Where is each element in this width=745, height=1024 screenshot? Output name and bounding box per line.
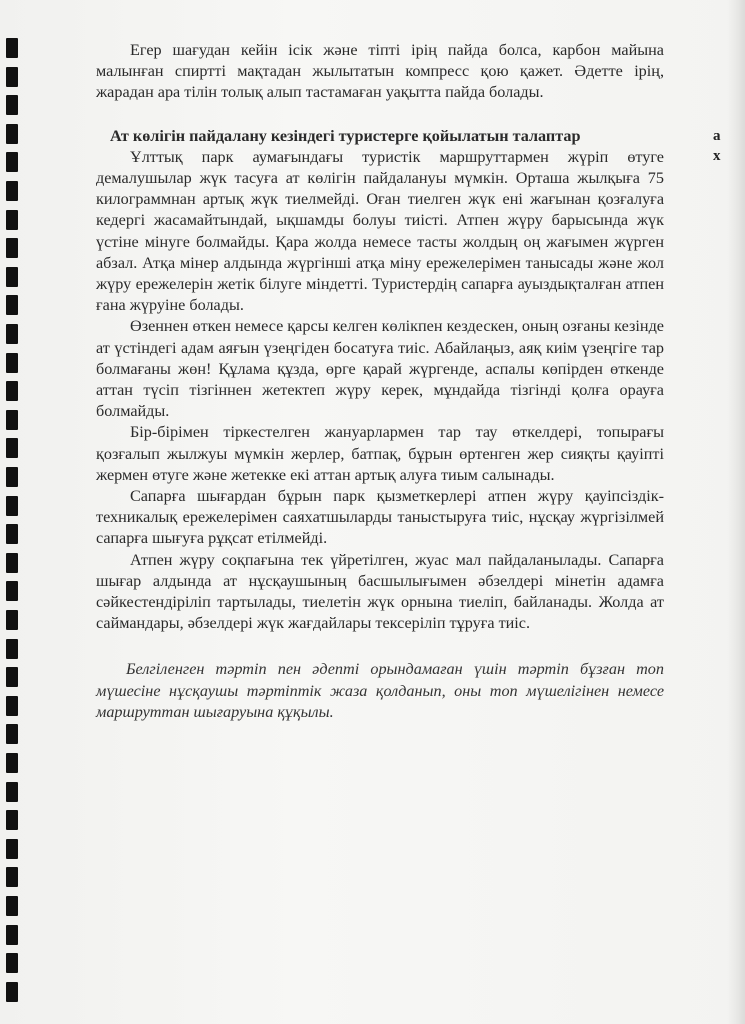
- binding-hole: [6, 724, 18, 744]
- binding-hole: [6, 67, 18, 87]
- binding-hole: [6, 753, 18, 773]
- binding-hole: [6, 353, 18, 373]
- binding-hole: [6, 782, 18, 802]
- binding-hole: [6, 553, 18, 573]
- intro-paragraph: Егер шағудан кейін ісік және тіпті ірің пайда болса, карбон майына малынған спиртті мақтадан жылытатын компресс қою қажет. Әдетте ірің, жарадан ара тілін толық алып тастамаған уақытта пайда болады.: [96, 41, 664, 102]
- binding-hole: [6, 610, 18, 630]
- binding-hole: [6, 667, 18, 687]
- body-paragraph: Атпен жүру соқпағына тек үйретілген, жуас мал пайдаланылады. Сапарға шығар алдында ат нұсқаушының басшылығымен әбзелдері мінетін адамға сәйкестендіріліп тартылады, тиелетін жүк орнына тиеліп, байланады. Жолда ат саймандары, әбзелдері жүк жағдайлары тексеріліп тұруға тиіс.: [96, 550, 664, 633]
- binding-hole: [6, 381, 18, 401]
- italic-note: Белгіленген тәртіп пен әдепті орындамаған үшін тәртіп бұзған топ мүшесіне нұсқаушы тәртіптік жаза қолданып, оны топ мүшелігінен немесе маршруттан шығаруына құқылы.: [96, 660, 664, 721]
- binding-hole: [6, 152, 18, 172]
- spiral-binding-holes: [6, 0, 20, 1024]
- section-heading: Ат көлігін пайдалану кезіндегі туристерге қойылатын талаптар: [110, 126, 581, 145]
- body-paragraph: Ұлттық парк аумағындағы туристік маршруттармен жүріп өтуге демалушылар жүк тасуға ат көлігін пайдалануы мүмкін. Орташа жылқыға 75 килограммнан артық жүк тиелмейді. Оған тиелген жүк ені жағынан қозғалуға кедергі жасамайтындай, ықшамды болуы тиісті. Атпен жүру барысында жүк үстіне мінуге болмайды. Қара жолда немесе тасты жолдың оң жағымен жүрген абзал. Атқа мінер алдында жүргінші атқа міну ережелерімен танысады және жол жүру ережелерін жетік білуге міндетті. Туристердің сапарға ауыздықталған атпен ғана жүруіне болады.: [96, 147, 664, 315]
- binding-hole: [6, 124, 18, 144]
- page-edge-shadow: [727, 0, 745, 1024]
- binding-hole: [6, 496, 18, 516]
- binding-hole: [6, 953, 18, 973]
- binding-hole: [6, 38, 18, 58]
- binding-hole: [6, 181, 18, 201]
- binding-hole: [6, 324, 18, 344]
- binding-hole: [6, 438, 18, 458]
- margin-letter: а: [713, 128, 721, 144]
- binding-hole: [6, 410, 18, 430]
- binding-hole: [6, 238, 18, 258]
- binding-hole: [6, 925, 18, 945]
- binding-hole: [6, 524, 18, 544]
- binding-hole: [6, 95, 18, 115]
- binding-hole: [6, 295, 18, 315]
- binding-hole: [6, 467, 18, 487]
- binding-hole: [6, 639, 18, 659]
- binding-hole: [6, 982, 18, 1002]
- binding-hole: [6, 896, 18, 916]
- margin-letter: х: [713, 148, 721, 164]
- body-paragraph: Бір-бірімен тіркестелген жануарлармен тар тау өткелдері, топырағы қозғалып жылжуы мүмкін жерлер, батпақ, бұрын өртенген жер сияқты қауіпті жермен өтуге және жетекке екі аттан артық алуға тиым салынады.: [96, 423, 664, 484]
- binding-hole: [6, 839, 18, 859]
- binding-hole: [6, 267, 18, 287]
- binding-hole: [6, 867, 18, 887]
- body-paragraph: Өзеннен өткен немесе қарсы келген көлікпен кездескен, оның озғаны кезінде ат үстіндегі адам аяғын үзеңгіден босатуға тиіс. Абайлаңыз, аяқ киім үзеңгіге тар болмағаны жөн! Құлама құзда, өрге қарай жүргенде, аспалы көпірден өткенде аттан түсіп тізгіннен жетектеп жүру керек, мұндайда тізгінді қолға орауға болмайды.: [96, 317, 664, 421]
- next-page-margin-letters: [713, 126, 721, 166]
- binding-hole: [6, 696, 18, 716]
- document-body: [96, 40, 664, 723]
- body-paragraph: Сапарға шығардан бұрын парк қызметкерлері атпен жүру қауіпсіздік-техникалық ережелерімен саяхатшыларды таныстыруға тиіс, нұсқау жүргізілмей сапарға шығуға рұқсат етілмейді.: [96, 487, 664, 548]
- binding-hole: [6, 210, 18, 230]
- binding-hole: [6, 810, 18, 830]
- binding-hole: [6, 581, 18, 601]
